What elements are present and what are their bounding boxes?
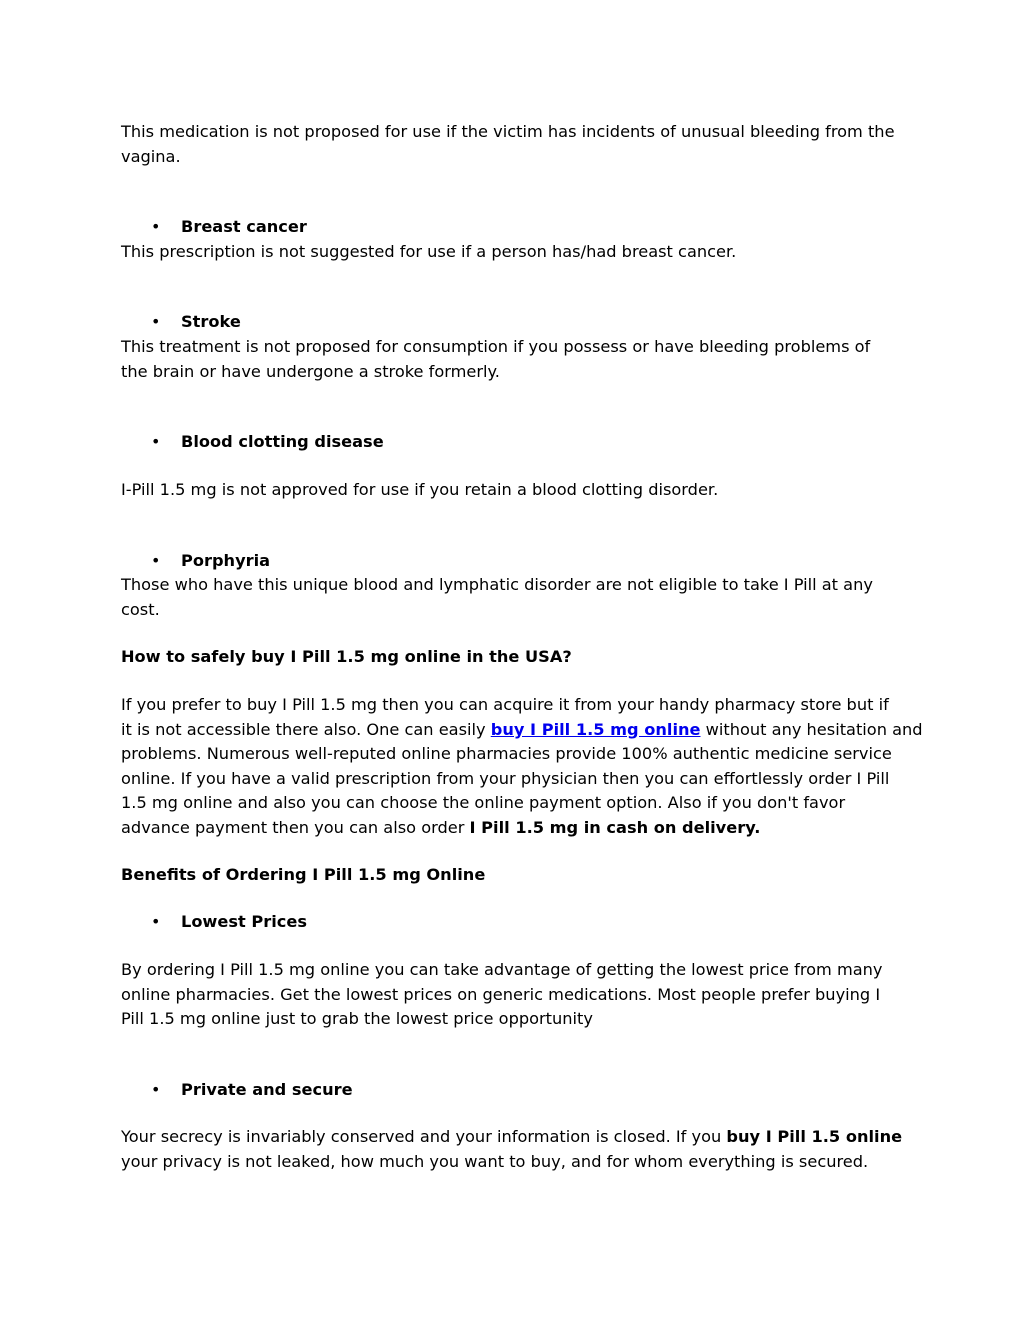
bullet-heading-private-secure: Private and secure [181, 1080, 353, 1099]
porphyria-line-1: Those who have this unique blood and lymphatic disorder are not eligible to take I Pill at any [121, 575, 873, 594]
bullet-heading-lowest-prices: Lowest Prices [181, 912, 307, 931]
benefits-heading: Benefits of Ordering I Pill 1.5 mg Online [121, 865, 486, 884]
how-to-buy-line-1: If you prefer to buy I Pill 1.5 mg then you can acquire it from your handy pharmacy store but if [121, 695, 889, 714]
bullet-icon: • [151, 912, 161, 931]
how-to-buy-line-4: online. If you have a valid prescription from your physician then you can effortlessly order I Pill [121, 768, 890, 788]
bullet-heading-blood-clotting: Blood clotting disease [181, 432, 384, 451]
porphyria-line-2: cost. [121, 599, 160, 619]
blood-clotting-line-1: I-Pill 1.5 mg is not approved for use if you retain a blood clotting disorder. [121, 480, 719, 499]
lowest-prices-line-2: online pharmacies. Get the lowest prices on generic medications. Most people prefer buying I [121, 984, 881, 1004]
how-to-buy-line-2-after: without any hesitation and [700, 719, 923, 739]
lowest-prices-line-1: By ordering I Pill 1.5 mg online you can take advantage of getting the lowest price from many [121, 960, 883, 979]
cash-on-delivery-bold: I Pill 1.5 mg in cash on delivery. [469, 817, 761, 837]
how-to-buy-line-2-before: it is not accessible there also. One can easily [121, 719, 491, 739]
how-to-buy-line-5: 1.5 mg online and also you can choose the online payment option. Also if you don't favor [121, 793, 846, 813]
private-secure-line-1-before: Your secrecy is invariably conserved and your information is closed. If you [121, 1127, 727, 1146]
bullet-heading-stroke: Stroke [181, 312, 241, 331]
how-to-buy-line-2 [121, 718, 923, 743]
bullet-blood-clotting [121, 430, 911, 455]
lowest-prices-paragraph [121, 958, 911, 1032]
bullet-heading-breast-cancer: Breast cancer [181, 217, 307, 236]
bullet-icon: • [151, 551, 161, 570]
breast-cancer-line-1: This prescription is not suggested for use if a person has/had breast cancer. [121, 242, 737, 261]
intro-paragraph [121, 120, 911, 169]
porphyria-paragraph [121, 573, 911, 622]
bullet-icon: • [151, 1080, 161, 1099]
stroke-line-2: the brain or have undergone a stroke formerly. [121, 361, 500, 381]
how-to-buy-paragraph [121, 693, 923, 841]
bullet-heading-porphyria: Porphyria [181, 551, 271, 570]
buy-i-pill-link[interactable]: buy I Pill 1.5 mg online [490, 719, 701, 739]
bullet-lowest-prices [121, 910, 911, 935]
bullet-icon: • [151, 217, 161, 236]
lowest-prices-line-3: Pill 1.5 mg online just to grab the lowest price opportunity [121, 1009, 593, 1029]
breast-cancer-paragraph [121, 240, 911, 265]
bullet-private-secure [121, 1078, 911, 1103]
bullet-breast-cancer [121, 215, 911, 240]
bullet-icon: • [151, 312, 161, 331]
bullet-stroke [121, 310, 911, 335]
how-to-buy-line-6-before: advance payment then you can also order [121, 817, 470, 837]
how-to-buy-line-3: problems. Numerous well-reputed online pharmacies provide 100% authentic medicine service [121, 744, 892, 764]
stroke-line-1: This treatment is not proposed for consumption if you possess or have bleeding problems of [121, 337, 871, 356]
stroke-paragraph [121, 335, 911, 384]
blood-clotting-paragraph [121, 478, 911, 503]
how-to-buy-line-6 [121, 816, 911, 841]
how-to-buy-heading: How to safely buy I Pill 1.5 mg online in the USA? [121, 647, 572, 666]
intro-line-2: vagina. [121, 146, 181, 166]
private-secure-line-2: your privacy is not leaked, how much you want to buy, and for whom everything is secured. [121, 1151, 869, 1171]
bullet-porphyria [121, 549, 911, 574]
private-secure-line-1 [121, 1125, 911, 1150]
bullet-icon: • [151, 432, 161, 451]
intro-line-1: This medication is not proposed for use if the victim has incidents of unusual bleeding from the [121, 122, 895, 141]
private-secure-paragraph [121, 1125, 911, 1174]
buy-i-pill-bold: buy I Pill 1.5 online [726, 1127, 903, 1146]
